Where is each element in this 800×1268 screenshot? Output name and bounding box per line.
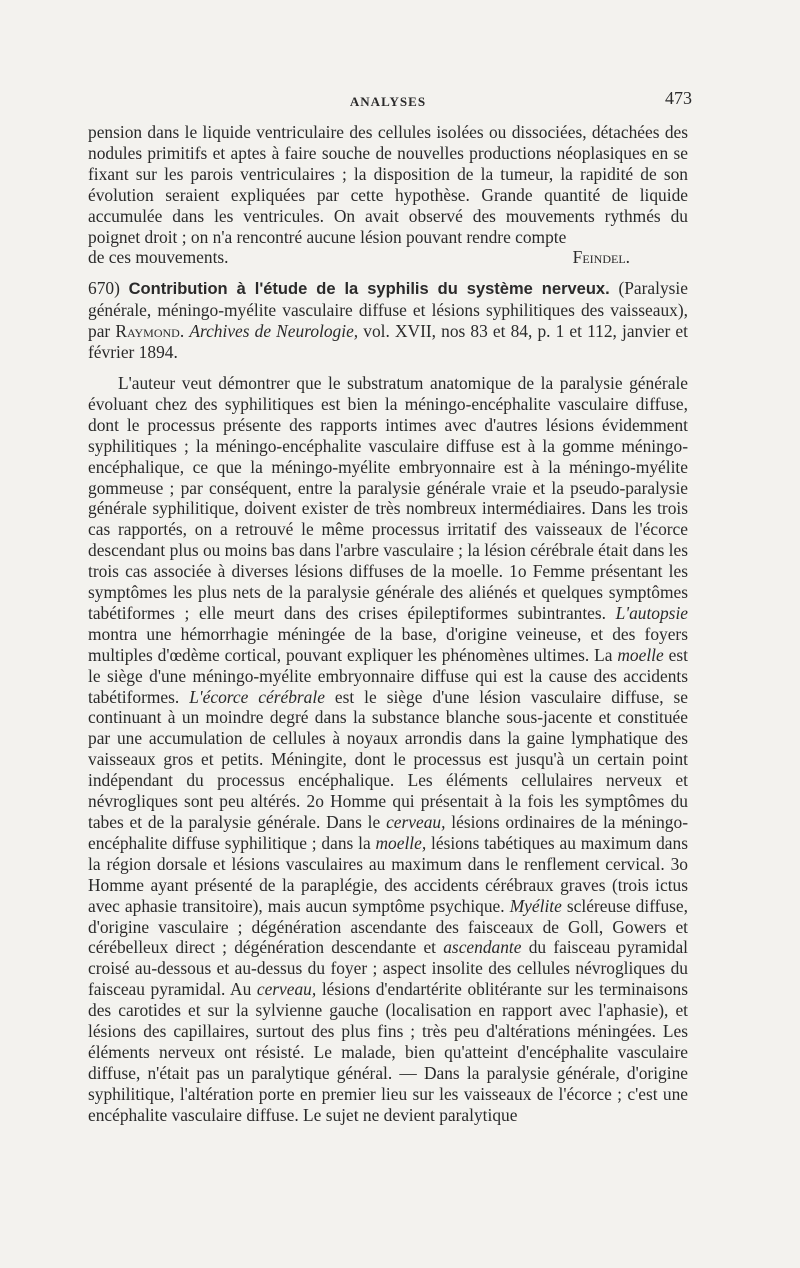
body-italic-4: cerveau, bbox=[386, 812, 446, 832]
body-segment-4: est le siège d'une lésion vasculaire diffuse, se continuant à un moindre degré dans la substance blanche sous-jacente et constituée par une accumulation de cellules à noyaux arrondis dans la gaine lymphatique des vaisseaux gros et petits. Méningite, dont le processus est jusqu'à un certain point indépendant du processus encéphalique. Les éléments cellulaires nerveux et névrogliques sont peu altérés. 2o Homme qui présentait à la fois les symptômes du tabes et de la paralysie générale. Dans le bbox=[88, 686, 688, 832]
body-italic-8: cerveau, bbox=[256, 979, 317, 1000]
entry-heading bbox=[88, 278, 688, 363]
body-segment-5: lésions ordinaires de la méningo-encéphalite diffuse syphilitique ; dans la bbox=[88, 812, 688, 853]
entry-journal: Archives de Neurologie, bbox=[189, 321, 359, 342]
continued-paragraph bbox=[88, 122, 688, 247]
continued-paragraph-text: pension dans le liquide ventriculaire des cellules isolées ou dissociées, détachées des nodules primitifs et aptes à faire souche de nouvelles productions néoplasiques en se fixant sur les parois ventriculaires ; la disposition de la tumeur, la rapidité de son évolution seraient expliquées par cette hypothèse. Grande quantité de liquide accumulée dans les ventricules. On avait observé des mouvements rythmés du poignet droit ; on n'a rencontré aucune lésion pouvant rendre compte bbox=[88, 122, 688, 247]
entry-citation: vol. XVII, nos 83 et 84, p. 1 et 112, janvier et février 1894. bbox=[88, 321, 688, 363]
page-number: 473 bbox=[665, 88, 692, 108]
body-italic-6: Myélite bbox=[509, 895, 562, 916]
body-segment-2: montra une hémorrhagie méningée de la base, d'origine veineuse, et des foyers multiples d'œdème cortical, pouvant expliquer les phénomènes ultimes. La bbox=[88, 623, 688, 665]
entry-author: Raymond. bbox=[115, 321, 185, 342]
body-italic-2: moelle bbox=[617, 644, 664, 665]
entry-number: 670) bbox=[88, 278, 120, 299]
author-signature: Feindel. bbox=[572, 247, 630, 268]
body-segment-9: lésions d'endartérite oblitérante sur les terminaisons des carotides et sur la sylvienne gauche (localisation en rapport avec l'aphasie), et lésions des capillaires, surtout des plus fins ; très peu d'altérations méningées. Les éléments nerveux ont résisté. Le malade, bien qu'atteint d'encéphalite vasculaire diffuse, n'était pas un paralytique général. — Dans la paralysie générale, d'origine syphilitique, l'altération porte en premier lieu sur les vaisseaux de l'écorce ; c'est une encéphalite vasculaire diffuse. Le sujet ne devient paralytique bbox=[88, 979, 688, 1125]
body-italic-5: moelle, bbox=[375, 832, 427, 853]
body-segment-7: scléreuse diffuse, d'origine vasculaire ; dégénération ascendante des faisceaux de Goll, Gowers et cérébelleux direct ; dégénération descendante et bbox=[88, 895, 688, 958]
body-segment-1: L'auteur veut démontrer que le substratum anatomique de la paralysie générale évoluant chez des syphilitiques est bien la méningo-encéphalite vasculaire diffuse, dont le processus présente des rapports intimes avec d'autres lésions évidemment syphilitiques ; la méningo-encéphalite vasculaire diffuse est à la gomme méningo-encéphalique, ce que la méningo-myélite embryonnaire est à la méningo-myélite gommeuse ; par conséquent, entre la paralysie générale vraie et la pseudo-paralysie générale syphilitique, doivent exister de très nombreux intermédiaires. Dans les trois cas rapportés, on a retrouvé le même processus irritatif des vaisseaux de l'écorce descendant plus ou moins bas dans l'arbre vasculaire ; la lésion cérébrale était dans les trois cas associée à diverses lésions diffuses de la moelle. 1o Femme présentant les symptômes les plus nets de la paralysie générale des aliénés et quelques symptômes tabétiformes ; elle meurt dans des crises épileptiformes subintrantes. bbox=[88, 372, 689, 623]
running-header bbox=[88, 88, 692, 112]
entry-subtitle: (Paralysie générale, méningo-myélite vasculaire diffuse et lésions syphilitiques des vaisseaux), par bbox=[88, 278, 688, 342]
body-segment-3: est le siège d'une méningo-myélite embryonnaire diffuse qui est la cause des accidents tabétiformes. bbox=[88, 644, 688, 707]
entry-title: Contribution à l'étude de la syphilis du système nerveux. bbox=[128, 280, 610, 299]
continued-paragraph-last-line: de ces mouvements. bbox=[88, 247, 229, 268]
entry-body bbox=[88, 373, 688, 1126]
body-italic-1: L'autopsie bbox=[615, 602, 688, 623]
signature-line bbox=[88, 247, 688, 268]
body-segment-8: du faisceau pyramidal croisé au-dessous et au-dessus du foyer ; aspect insolite des cellules névrogliques du faisceau pyramidal. Au bbox=[88, 937, 689, 1000]
body-italic-7: ascendante bbox=[443, 937, 522, 958]
running-title: ANALYSES bbox=[349, 94, 427, 109]
text-column bbox=[88, 122, 688, 1126]
body-italic-3: L'écorce cérébrale bbox=[189, 686, 325, 707]
body-segment-6: lésions tabétiques au maximum dans la région dorsale et lésions vasculaires au maximum dans le renflement cervical. 3o Homme ayant présenté de la paraplégie, des accidents cérébraux graves (trois ictus avec aphasie transitoire), mais aucun symptôme psychique. bbox=[88, 832, 688, 916]
